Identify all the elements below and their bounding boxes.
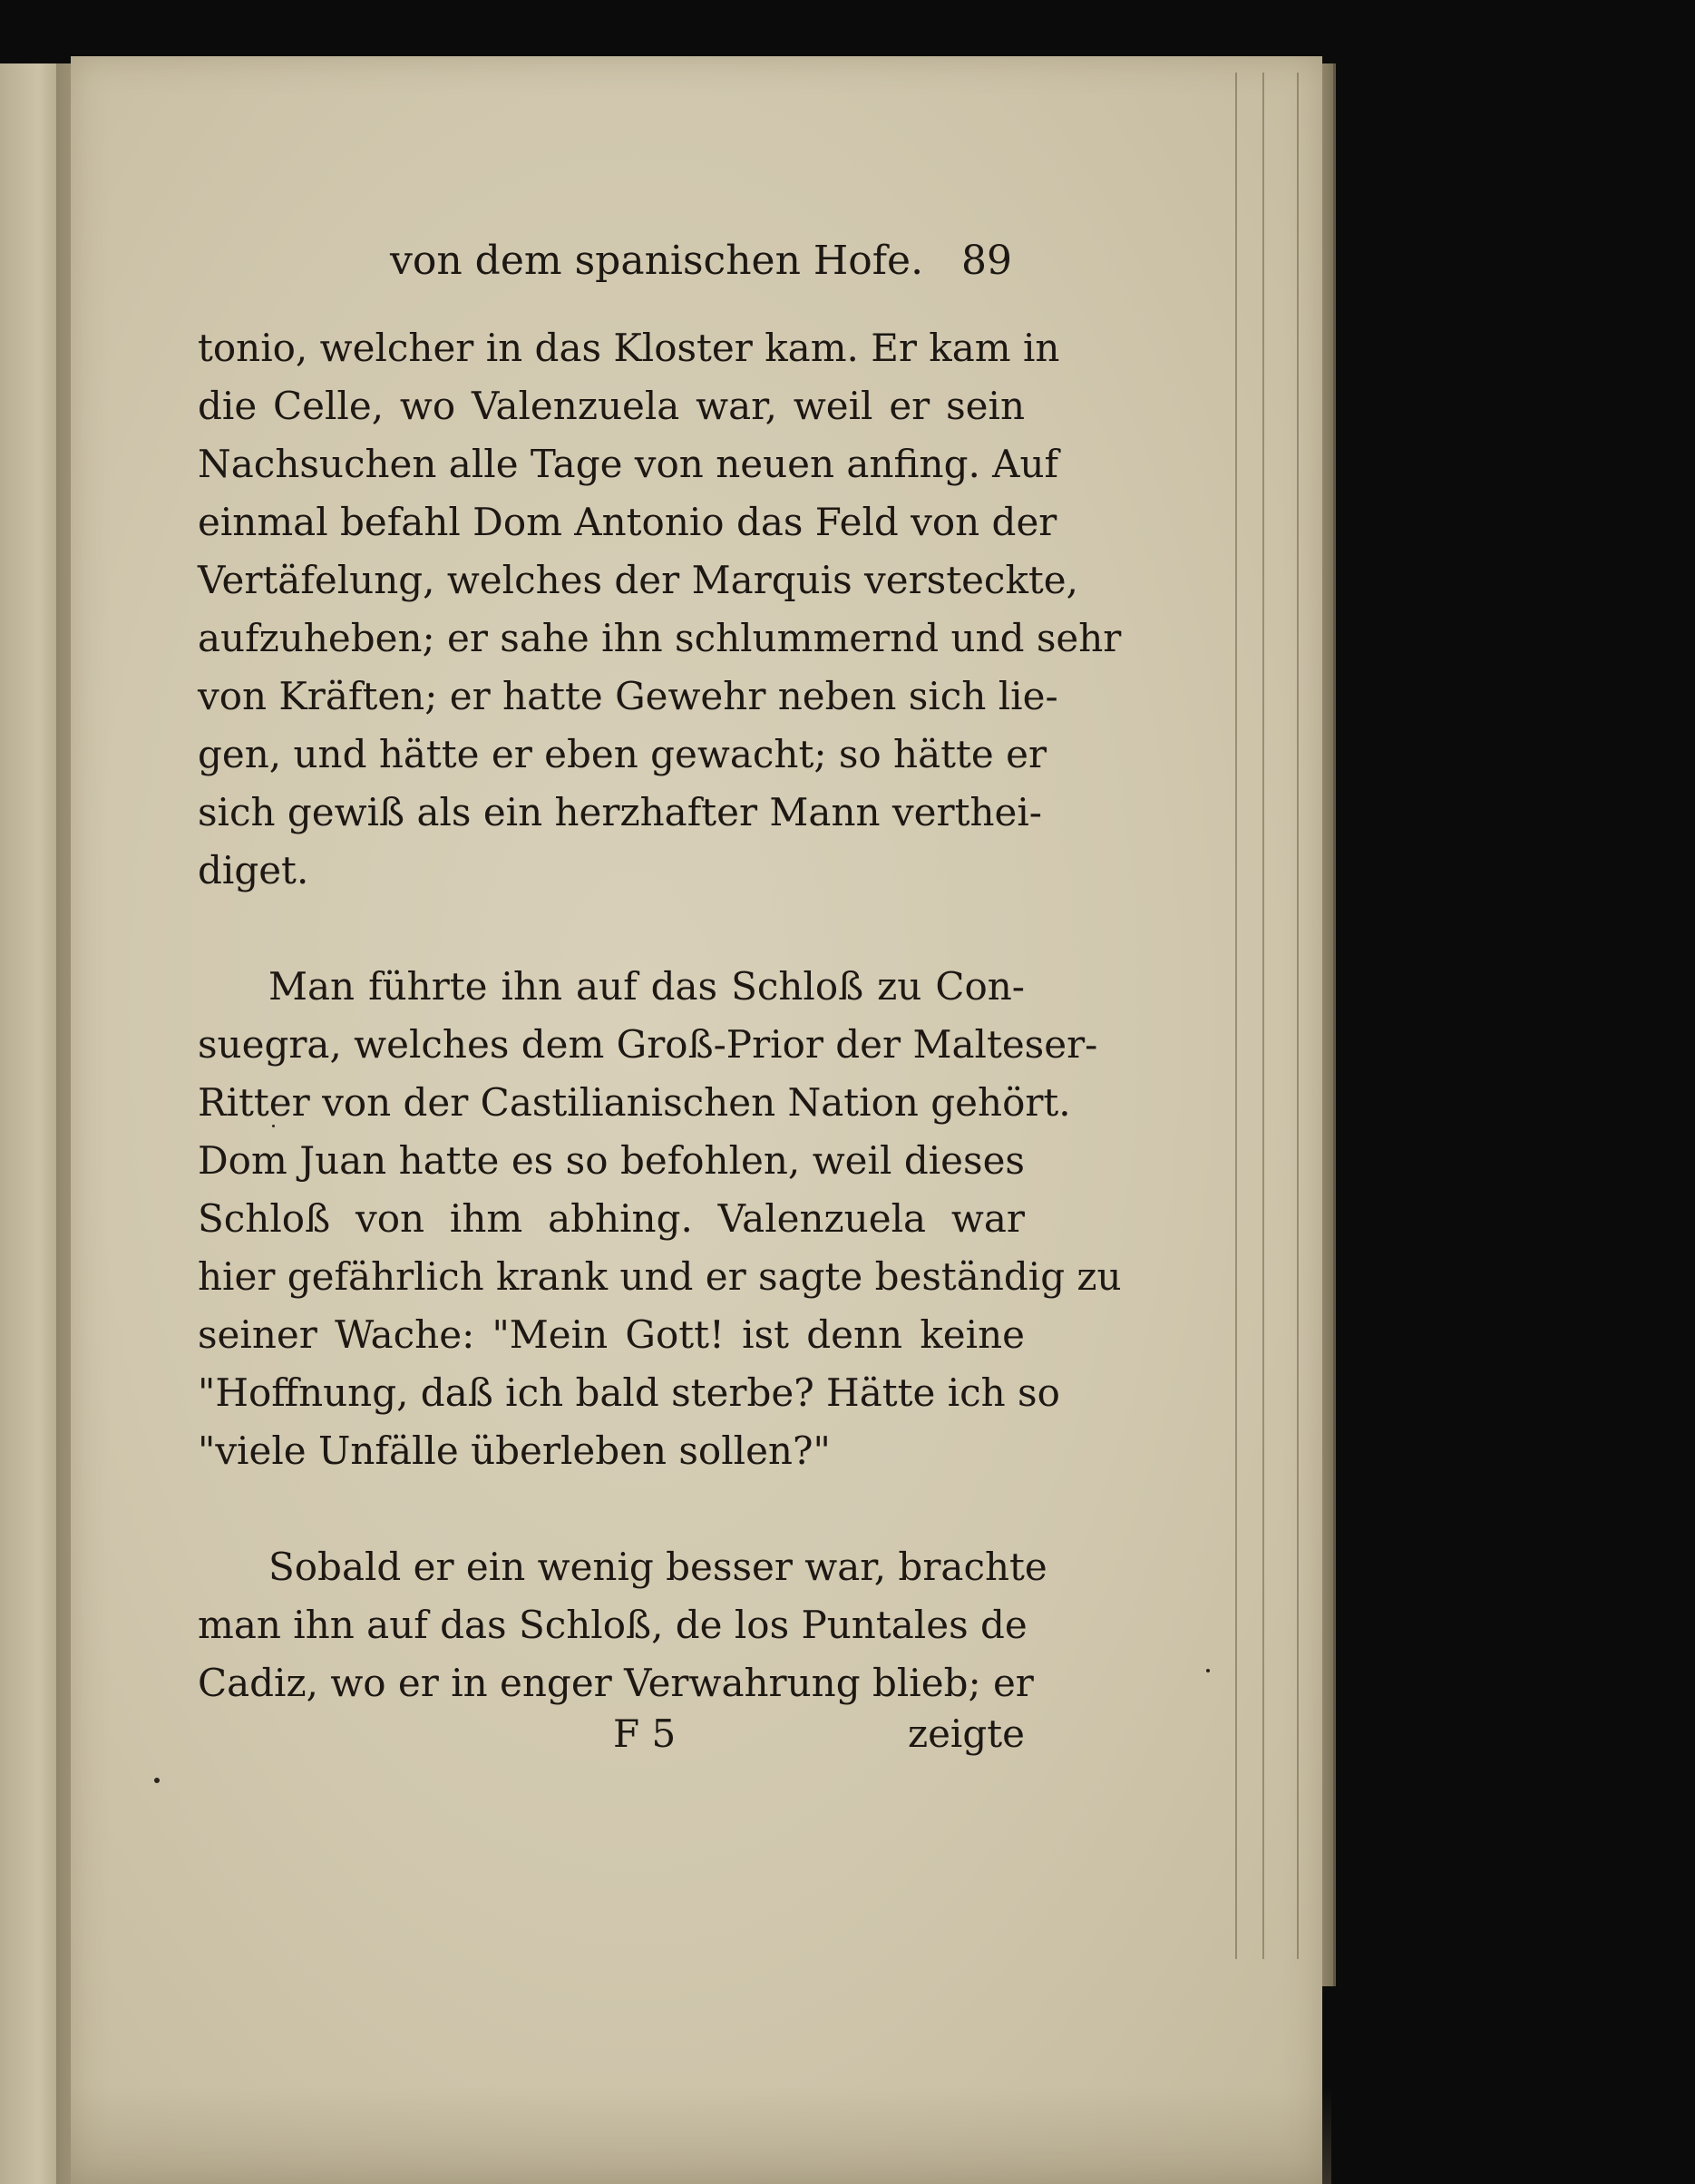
ink-speck — [1206, 1669, 1210, 1672]
text-line: die Celle, wo Valenzuela war, weil er sein — [198, 384, 1025, 428]
body-text — [198, 319, 1122, 1712]
text-line: diget. — [198, 848, 309, 892]
paragraph-gap — [198, 1480, 1025, 1538]
catchword: zeigte — [907, 1711, 1025, 1756]
text-line: einmal befahl Dom Antonio das Feld von der — [198, 500, 1057, 544]
text-line: Vertäfelung, welches der Marquis versteckte, — [198, 558, 1078, 602]
text-line: von Kräften; er hatte Gewehr neben sich lie- — [198, 674, 1058, 718]
text-line: seiner Wache: "Mein Gott! ist denn keine — [198, 1312, 1025, 1357]
text-line: Dom Juan hatte es so befohlen, weil dieses — [198, 1138, 1025, 1183]
text-line: Nachsuchen alle Tage von neuen anfing. Auf — [198, 442, 1059, 486]
fore-edge-line — [1297, 73, 1299, 1959]
text-line: "Hoffnung, daß ich bald sterbe? Hätte ich so — [198, 1370, 1060, 1415]
text-line: tonio, welcher in das Kloster kam. Er kam in — [198, 326, 1060, 370]
text-line: Cadiz, wo er in enger Verwahrung blieb; er — [198, 1661, 1034, 1705]
fore-edge-line — [1262, 73, 1264, 1959]
text-line: Sobald er ein wenig besser war, brachte — [268, 1545, 1047, 1589]
text-line: Man führte ihn auf das Schloß zu Con- — [268, 964, 1025, 1009]
text-line: suegra, welches dem Groß-Prior der Malteser- — [198, 1022, 1098, 1067]
text-line: sich gewiß als ein herzhafter Mann verthei- — [198, 790, 1042, 834]
page-bottom-shadow — [71, 2086, 1331, 2184]
fore-edge-line — [1235, 73, 1237, 1959]
text-line: "viele Unfälle überleben sollen?" — [198, 1428, 831, 1473]
footer-line — [198, 1705, 1025, 1763]
text-line: man ihn auf das Schloß, de los Puntales de — [198, 1603, 1028, 1647]
signature-mark: F 5 — [613, 1711, 677, 1756]
running-head: von dem spanischen Hofe. — [390, 238, 924, 284]
text-line: Ritter von der Castilianischen Nation gehört. — [198, 1080, 1071, 1125]
ink-speck — [272, 1125, 275, 1127]
paragraph-gap — [198, 900, 1025, 958]
page-number: 89 — [961, 238, 1012, 284]
text-line: Schloß von ihm abhing. Valenzuela war — [198, 1196, 1025, 1241]
ink-speck — [154, 1778, 160, 1783]
text-line: hier gefährlich krank und er sagte beständig zu — [198, 1254, 1122, 1299]
text-line: gen, und hätte er eben gewacht; so hätte er — [198, 732, 1047, 776]
text-line: aufzuheben; er sahe ihn schlummernd und sehr — [198, 616, 1122, 660]
